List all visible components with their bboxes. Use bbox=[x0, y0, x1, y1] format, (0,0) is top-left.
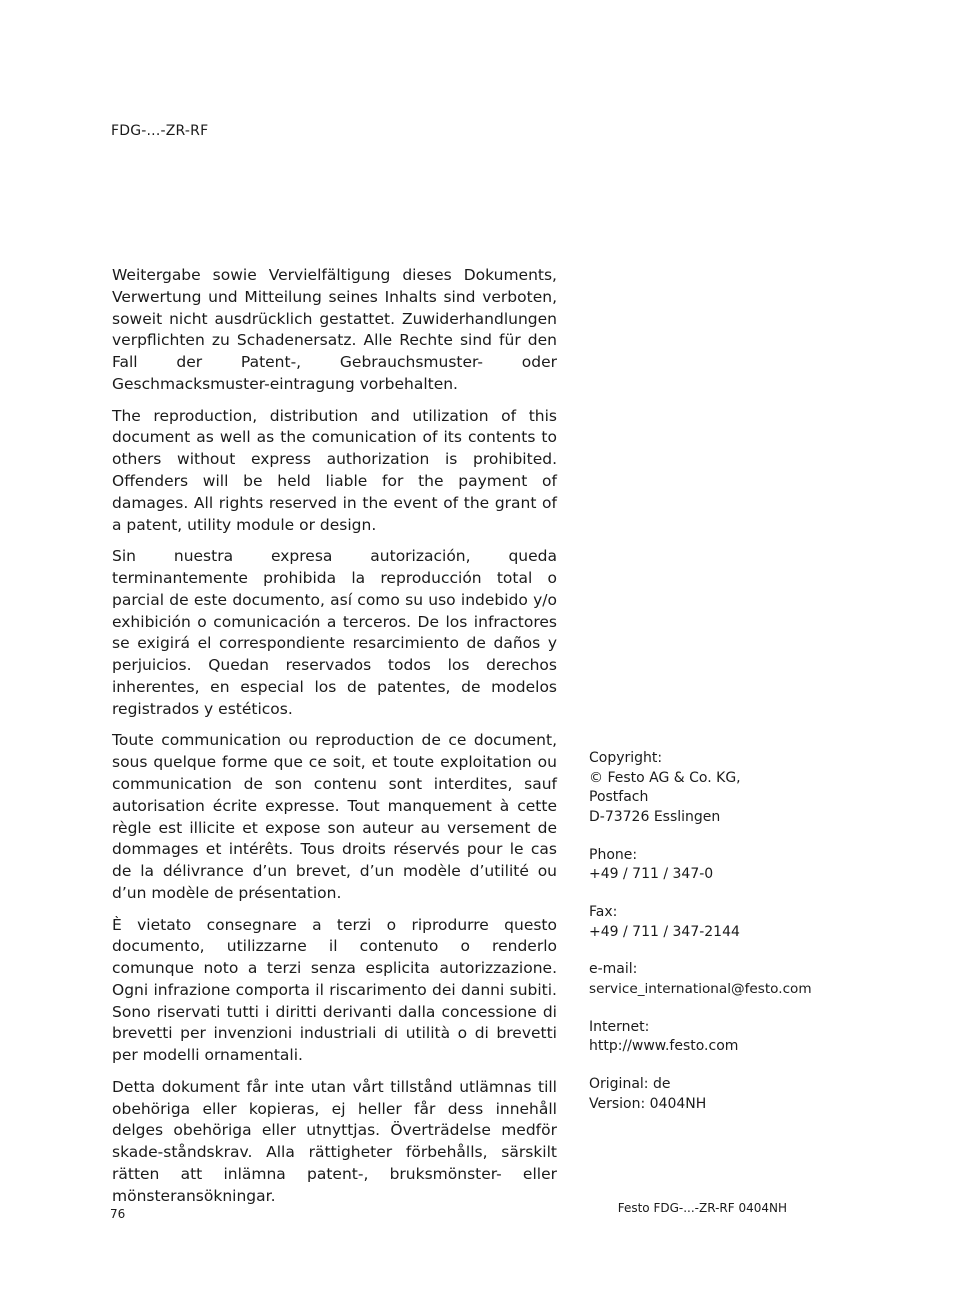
header-product-code: FDG-...-ZR-RF bbox=[111, 123, 209, 139]
legal-paragraph-it: È vietato consegnare a terzi o riprodurre questo documento, utilizzarne il contenuto o renderlo comunque noto a terzi senza esplicita autorizzazione. Ogni infrazione comporta il riscarimento dei danni subiti. Sono riservati tutti i diritti derivanti dalla concessione di brevetti per invenzioni industriali di utilità o di brevetti per modelli ornamentali. bbox=[112, 915, 557, 1065]
copyright-block bbox=[589, 749, 819, 827]
copyright-label: Copyright: bbox=[589, 750, 663, 766]
footer-doc-ref: Festo FDG-...-ZR-RF 0404NH bbox=[617, 1201, 787, 1215]
legal-paragraph-sv: Detta dokument får inte utan vårt tillstånd utlämnas till obehöriga eller kopieras, ej heller får dess innehåll delges obehöriga eller utnyttjas. Överträdelse medför skade-ståndskrav. Alla rättigheter förbehålls, särskilt rätten att inlämna patent-, bruksmönster- eller mönsteransökningar. bbox=[112, 1077, 557, 1205]
city: D-73726 Esslingen bbox=[589, 808, 721, 825]
fax-block bbox=[589, 903, 819, 942]
fax-number: +49 / 711 / 347-2144 bbox=[589, 923, 740, 940]
contact-info bbox=[589, 749, 819, 1132]
phone-number: +49 / 711 / 347-0 bbox=[589, 866, 714, 883]
version-code: 0404NH bbox=[649, 1095, 707, 1112]
version-line bbox=[589, 1095, 819, 1115]
version-label: Version: bbox=[589, 1095, 646, 1112]
email-label: e-mail: bbox=[589, 961, 638, 978]
version-block bbox=[589, 1075, 819, 1114]
fax-label: Fax: bbox=[589, 903, 618, 920]
page-number: 76 bbox=[110, 1207, 126, 1221]
internet-label: Internet: bbox=[589, 1018, 650, 1035]
original-language: de bbox=[652, 1076, 671, 1093]
company-name: © Festo AG & Co. KG, bbox=[589, 769, 741, 786]
legal-paragraph-fr: Toute communication ou reproduction de ce document, sous quelque forme que ce soit, et toute exploitation ou communication de son contenu sont interdites, sauf autorisation écrite expresse. Tout manquement à cette règle est illicite et expose son auteur au versement de dommages et intérêts. Tous droits réservés pour le cas de la délivrance d’un brevet, d’un modèle d’utilité ou d’un modèle de présentation. bbox=[112, 731, 557, 902]
original-line bbox=[589, 1075, 819, 1095]
email-address: service_international@festo.com bbox=[589, 980, 812, 997]
legal-paragraph-de: Weitergabe sowie Vervielfältigung dieses Dokuments, Verwertung und Mitteilung seines Inhalts sind verboten, soweit nicht ausdrücklich gestattet. Zuwiderhandlungen verpflichten zu Schadenersatz. Alle Rechte sind für den Fall der Patent-, Gebrauchsmuster- oder Geschmacksmuster-eintragung vorbehalten. bbox=[112, 266, 557, 393]
legal-notice bbox=[112, 265, 557, 1217]
phone-label: Phone: bbox=[589, 846, 638, 863]
postbox: Postfach bbox=[589, 789, 649, 806]
legal-paragraph-es: Sin nuestra expresa autorización, queda terminantemente prohibida la reproducción total o parcial de este documento, así como su uso indebido y/o exhibición o comunicación a terceros. De los infractores se exigirá el correspondiente resarcimiento de daños y perjuicios. Quedan reservados todos los derechos inherentes, en especial los de patentes, de modelos registrados y estéticos. bbox=[112, 547, 557, 718]
legal-paragraph-en: The reproduction, distribution and utilization of this document as well as the comunication of its contents to others without express authorization is prohibited. Offenders will be held liable for the payment of damages. All rights reserved in the event of the grant of a patent, utility module or design. bbox=[112, 406, 557, 534]
website-url: http://www.festo.com bbox=[589, 1038, 739, 1055]
original-label: Original: bbox=[589, 1076, 649, 1093]
email-block bbox=[589, 960, 819, 999]
phone-block bbox=[589, 846, 819, 885]
internet-block bbox=[589, 1018, 819, 1057]
